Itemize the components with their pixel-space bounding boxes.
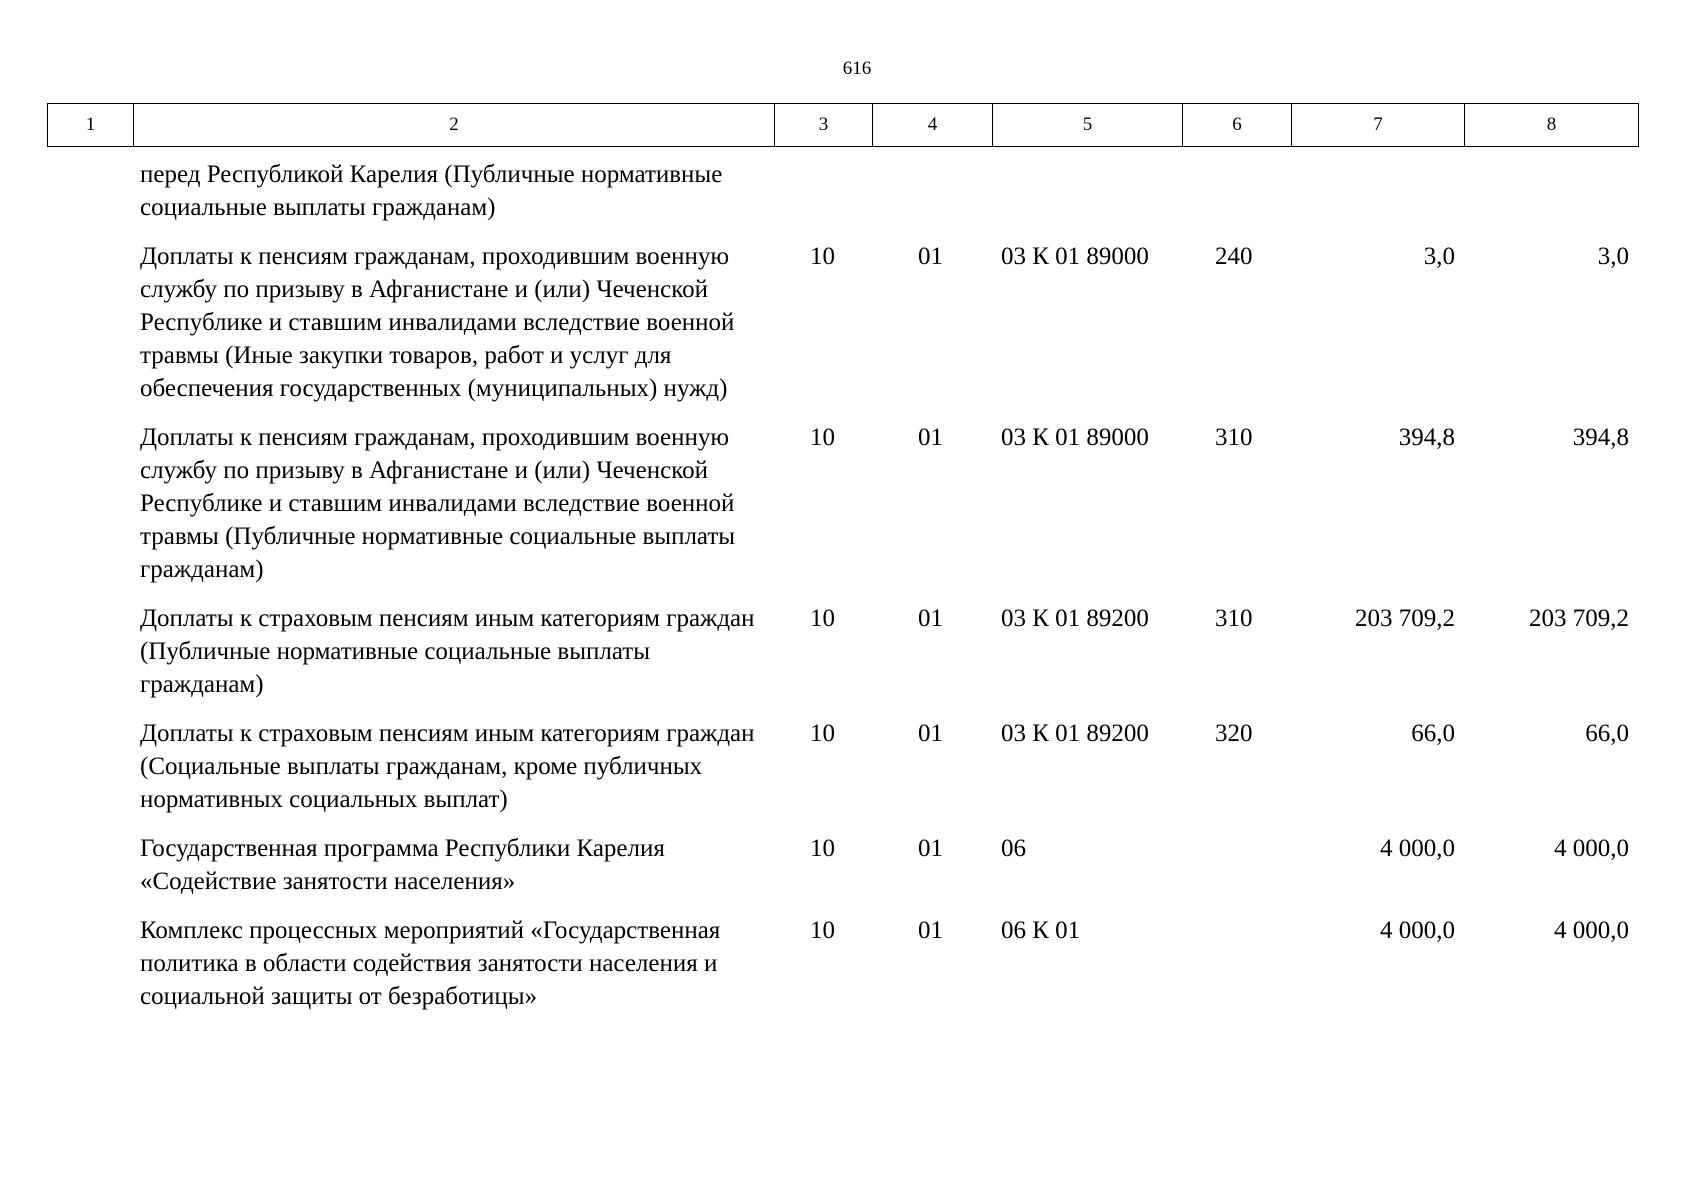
section-code: 10 xyxy=(810,243,835,270)
target-article-code: 03 К 01 89000 xyxy=(1001,424,1149,451)
item-name: Доплаты к страховым пенсиям иным категориям граждан (Социальные выплаты гражданам, кроме публичных нормативных социальных выплат) xyxy=(140,720,755,813)
section-code: 10 xyxy=(810,605,835,632)
column-number-3: 3 xyxy=(775,104,873,147)
amount-column-8: 394,8 xyxy=(1572,424,1629,451)
item-name: перед Республикой Карелия (Публичные нормативные социальные выплаты гражданам) xyxy=(140,161,723,221)
item-name: Доплаты к страховым пенсиям иным категориям граждан (Публичные нормативные социальные выплаты гражданам) xyxy=(140,605,755,698)
target-article-code: 03 К 01 89200 xyxy=(1001,605,1149,632)
expense-type-code: 320 xyxy=(1215,720,1253,747)
amount-column-7: 66,0 xyxy=(1411,720,1455,747)
item-name: Комплекс процессных мероприятий «Государственная политика в области содействия занятости населения и социальной защиты от безработицы» xyxy=(140,917,721,1010)
amount-column-8: 4 000,0 xyxy=(1554,917,1629,944)
amount-column-8: 3,0 xyxy=(1597,243,1629,270)
table-row xyxy=(47,158,1638,224)
amount-column-8: 203 709,2 xyxy=(1529,605,1629,632)
blank-column-cell xyxy=(47,832,133,898)
budget-table-body xyxy=(47,158,1638,1029)
column-number-1: 1 xyxy=(48,104,134,147)
amount-column-7: 394,8 xyxy=(1398,424,1455,451)
item-name: Доплаты к пенсиям гражданам, проходившим военную службу по призыву в Афганистане и (или) Чеченской Республике и ставшим инвалидами вследствие военной травмы (Иные закупки товаров, работ и услуг для обеспечения государственных (муниципальных) нужд) xyxy=(140,243,735,402)
expense-type-code xyxy=(1182,914,1291,1013)
blank-column-cell xyxy=(47,421,133,586)
blank-column-cell xyxy=(47,914,133,1013)
expense-type-code: 310 xyxy=(1215,605,1253,632)
target-article-code xyxy=(992,158,1182,224)
amount-column-8 xyxy=(1464,158,1638,224)
column-number-2: 2 xyxy=(134,104,775,147)
column-number-8: 8 xyxy=(1465,104,1639,147)
section-code: 10 xyxy=(810,835,835,862)
subsection-code: 01 xyxy=(918,917,943,944)
column-number-5: 5 xyxy=(993,104,1183,147)
blank-column-cell xyxy=(47,602,133,701)
target-article-code: 03 К 01 89000 xyxy=(1001,243,1149,270)
column-number-header xyxy=(47,103,1639,147)
blank-column-cell xyxy=(47,158,133,224)
table-row xyxy=(47,240,1638,405)
table-row xyxy=(47,421,1638,586)
section-code: 10 xyxy=(810,917,835,944)
target-article-code: 06 xyxy=(1001,835,1026,862)
column-number-7: 7 xyxy=(1292,104,1465,147)
section-code xyxy=(774,158,872,224)
subsection-code: 01 xyxy=(918,605,943,632)
column-number-6: 6 xyxy=(1183,104,1292,147)
page-number: 616 xyxy=(842,58,872,79)
expense-type-code xyxy=(1182,158,1291,224)
target-article-code: 03 К 01 89200 xyxy=(1001,720,1149,747)
amount-column-8: 66,0 xyxy=(1585,720,1629,747)
amount-column-7 xyxy=(1291,158,1464,224)
column-number-4: 4 xyxy=(873,104,993,147)
subsection-code xyxy=(872,158,992,224)
table-row xyxy=(47,914,1638,1013)
section-code: 10 xyxy=(810,720,835,747)
table-row xyxy=(47,832,1638,898)
amount-column-7: 4 000,0 xyxy=(1380,835,1455,862)
amount-column-7: 4 000,0 xyxy=(1380,917,1455,944)
table-row xyxy=(47,602,1638,701)
amount-column-7: 3,0 xyxy=(1423,243,1455,270)
blank-column-cell xyxy=(47,240,133,405)
expense-type-code xyxy=(1182,832,1291,898)
item-name: Государственная программа Республики Карелия «Содействие занятости населения» xyxy=(140,835,665,895)
item-name: Доплаты к пенсиям гражданам, проходившим военную службу по призыву в Афганистане и (или) Чеченской Республике и ставшим инвалидами вследствие военной травмы (Публичные нормативные социальные выплаты гражданам) xyxy=(140,424,736,583)
subsection-code: 01 xyxy=(918,243,943,270)
section-code: 10 xyxy=(810,424,835,451)
subsection-code: 01 xyxy=(918,424,943,451)
subsection-code: 01 xyxy=(918,835,943,862)
subsection-code: 01 xyxy=(918,720,943,747)
target-article-code: 06 К 01 xyxy=(1001,917,1081,944)
amount-column-7: 203 709,2 xyxy=(1355,605,1455,632)
blank-column-cell xyxy=(47,717,133,816)
expense-type-code: 240 xyxy=(1215,243,1253,270)
expense-type-code: 310 xyxy=(1215,424,1253,451)
table-row xyxy=(47,717,1638,816)
amount-column-8: 4 000,0 xyxy=(1554,835,1629,862)
